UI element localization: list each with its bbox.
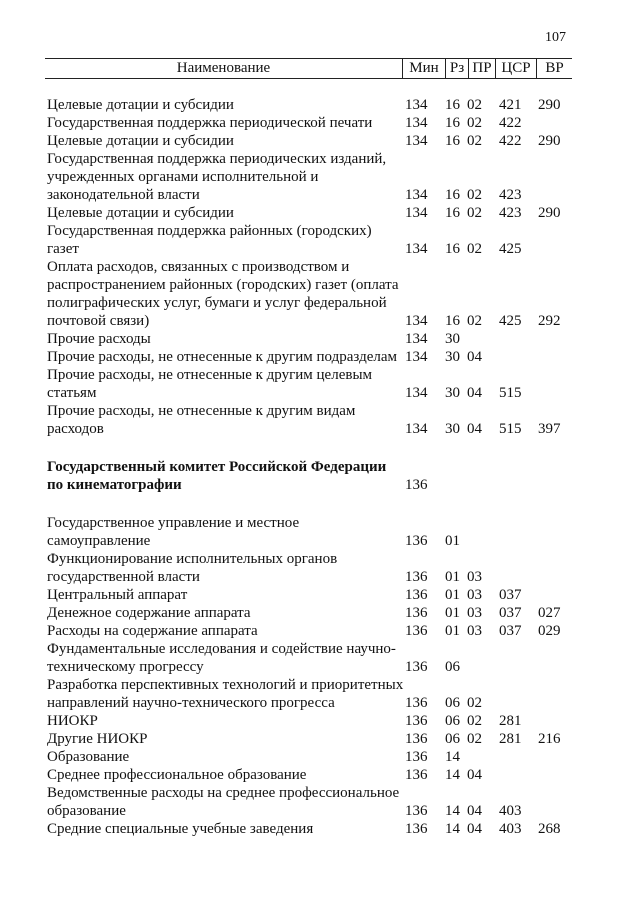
row-codes (47, 730, 587, 748)
code-csr: 425 (499, 313, 522, 329)
code-pr: 04 (467, 803, 482, 819)
row-codes (47, 186, 587, 204)
header-min: Мин (403, 59, 446, 78)
row-name: Фундаментальные исследования и содействие научно-техническому прогрессу (47, 641, 396, 675)
code-csr: 423 (499, 187, 522, 203)
code-csr: 515 (499, 421, 522, 437)
code-pr: 02 (467, 713, 482, 729)
section-heading: Государственный комитет Российской Федерации по кинематографии (47, 459, 387, 493)
code-rz: 06 (445, 713, 460, 729)
row-codes (47, 384, 587, 402)
code-min: 134 (405, 241, 428, 257)
code-min: 136 (405, 767, 428, 783)
code-rz: 14 (445, 749, 460, 765)
code-pr: 04 (467, 421, 482, 437)
code-rz: 14 (445, 767, 460, 783)
table-row (47, 150, 587, 204)
table-row (47, 132, 587, 150)
code-pr: 02 (467, 115, 482, 131)
table-row (47, 586, 587, 604)
row-name: Прочие расходы (47, 331, 151, 347)
code-csr: 037 (499, 587, 522, 603)
code-vr: 027 (538, 605, 561, 621)
row-name: Государственная поддержка периодических изданий, учрежденных органами исполнительной и законодательной власти (47, 151, 387, 203)
code-csr: 037 (499, 605, 522, 621)
code-vr: 216 (538, 731, 561, 747)
code-min: 134 (405, 133, 428, 149)
row-codes (47, 348, 587, 366)
code-rz: 01 (445, 569, 460, 585)
table-row (47, 402, 587, 438)
row-name: Государственная поддержка районных (городских) газет (47, 223, 372, 257)
table-row (47, 96, 587, 114)
row-name: Государственная поддержка периодической печати (47, 115, 373, 131)
code-pr: 02 (467, 313, 482, 329)
table-row (47, 622, 587, 640)
code-csr: 423 (499, 205, 522, 221)
code-min: 136 (405, 623, 428, 639)
row-name: Средние специальные учебные заведения (47, 821, 314, 837)
code-min: 136 (405, 713, 428, 729)
code-rz: 01 (445, 587, 460, 603)
code-min: 136 (405, 803, 428, 819)
code-rz: 16 (445, 241, 460, 257)
code-min: 136 (405, 821, 428, 837)
code-min: 134 (405, 331, 428, 347)
code-pr: 04 (467, 385, 482, 401)
row-codes (47, 96, 587, 114)
row-codes (47, 622, 587, 640)
code-rz: 16 (445, 313, 460, 329)
code-pr: 02 (467, 241, 482, 257)
code-rz: 30 (445, 349, 460, 365)
budget-table-body (47, 96, 587, 838)
code-csr: 422 (499, 115, 522, 131)
code-rz: 30 (445, 331, 460, 347)
code-pr: 02 (467, 187, 482, 203)
table-row (47, 640, 587, 676)
row-codes (47, 820, 587, 838)
row-name: Образование (47, 749, 130, 765)
row-name: НИОКР (47, 713, 98, 729)
table-row (47, 730, 587, 748)
row-name: Центральный аппарат (47, 587, 188, 603)
code-min: 134 (405, 115, 428, 131)
table-row (47, 222, 587, 258)
code-pr: 03 (467, 623, 482, 639)
code-pr: 04 (467, 821, 482, 837)
row-codes (47, 694, 587, 712)
row-name: Целевые дотации и субсидии (47, 205, 234, 221)
code-pr: 02 (467, 731, 482, 747)
row-codes (47, 748, 587, 766)
table-row (47, 676, 587, 712)
table-row (47, 604, 587, 622)
code-rz: 01 (445, 533, 460, 549)
code-csr: 281 (499, 731, 522, 747)
code-vr: 268 (538, 821, 561, 837)
row-codes (47, 240, 587, 258)
code-rz: 30 (445, 385, 460, 401)
row-codes (47, 604, 587, 622)
code-min: 134 (405, 385, 428, 401)
table-row (47, 366, 587, 402)
code-csr: 422 (499, 133, 522, 149)
table-row (47, 330, 587, 348)
code-min: 134 (405, 421, 428, 437)
code-min: 134 (405, 205, 428, 221)
table-row (47, 712, 587, 730)
code-csr: 281 (499, 713, 522, 729)
row-name: Другие НИОКР (47, 731, 148, 747)
table-row (47, 784, 587, 820)
row-name: Оплата расходов, связанных с производством и распространением районных (городских) газет (оплата полиграфических услуг, бумаги и услуг федеральной почтовой связи) (47, 259, 399, 329)
row-codes (47, 586, 587, 604)
row-codes (47, 114, 587, 132)
row-codes (47, 476, 587, 494)
code-vr: 292 (538, 313, 561, 329)
table-row (47, 820, 587, 838)
header-csr: ЦСР (496, 59, 537, 78)
code-min: 134 (405, 313, 428, 329)
code-min: 136 (405, 659, 428, 675)
row-codes (47, 532, 587, 550)
code-min: 134 (405, 187, 428, 203)
row-codes (47, 132, 587, 150)
row-codes (47, 766, 587, 784)
table-row (47, 550, 587, 586)
row-codes (47, 420, 587, 438)
code-vr: 029 (538, 623, 561, 639)
code-csr: 425 (499, 241, 522, 257)
table-row (47, 748, 587, 766)
code-pr: 02 (467, 97, 482, 113)
code-pr: 03 (467, 605, 482, 621)
row-codes (47, 658, 587, 676)
code-min: 136 (405, 695, 428, 711)
header-rz: Рз (446, 59, 469, 78)
code-min: 136 (405, 533, 428, 549)
code-rz: 16 (445, 205, 460, 221)
section-heading-row (47, 458, 587, 494)
row-name: Среднее профессиональное образование (47, 767, 307, 783)
code-min: 136 (405, 587, 428, 603)
header-vr: ВР (545, 60, 564, 76)
code-csr: 421 (499, 97, 522, 113)
row-codes (47, 568, 587, 586)
table-row (47, 114, 587, 132)
row-name: Прочие расходы, не отнесенные к другим подразделам (47, 349, 397, 365)
table-header (45, 58, 572, 79)
row-name: Целевые дотации и субсидии (47, 133, 234, 149)
code-rz: 16 (445, 97, 460, 113)
row-codes (47, 802, 587, 820)
code-pr: 04 (467, 767, 482, 783)
code-min: 136 (405, 731, 428, 747)
code-rz: 30 (445, 421, 460, 437)
code-rz: 14 (445, 803, 460, 819)
row-codes (47, 330, 587, 348)
code-min: 136 (405, 477, 428, 493)
code-csr: 403 (499, 821, 522, 837)
code-rz: 01 (445, 623, 460, 639)
code-vr: 290 (538, 133, 561, 149)
code-rz: 16 (445, 187, 460, 203)
code-vr: 397 (538, 421, 561, 437)
code-rz: 06 (445, 695, 460, 711)
row-name: Прочие расходы, не отнесенные к другим целевым статьям (47, 367, 373, 401)
code-pr: 02 (467, 695, 482, 711)
header-pr: ПР (469, 59, 496, 78)
code-pr: 03 (467, 569, 482, 585)
row-name: Денежное содержание аппарата (47, 605, 251, 621)
code-rz: 16 (445, 115, 460, 131)
row-name: Государственное управление и местное самоуправление (47, 515, 300, 549)
code-vr: 290 (538, 97, 561, 113)
row-codes (47, 204, 587, 222)
row-name: Расходы на содержание аппарата (47, 623, 258, 639)
code-pr: 02 (467, 133, 482, 149)
code-rz: 16 (445, 133, 460, 149)
header-name: Наименование (45, 59, 403, 78)
code-min: 136 (405, 749, 428, 765)
code-vr: 290 (538, 205, 561, 221)
row-name: Функционирование исполнительных органов государственной власти (47, 551, 338, 585)
code-min: 136 (405, 605, 428, 621)
code-pr: 02 (467, 205, 482, 221)
table-row (47, 204, 587, 222)
table-row (47, 348, 587, 366)
code-rz: 06 (445, 659, 460, 675)
row-name: Целевые дотации и субсидии (47, 97, 234, 113)
code-pr: 03 (467, 587, 482, 603)
code-min: 136 (405, 569, 428, 585)
table-row (47, 258, 587, 330)
code-pr: 04 (467, 349, 482, 365)
code-csr: 037 (499, 623, 522, 639)
code-rz: 06 (445, 731, 460, 747)
code-rz: 14 (445, 821, 460, 837)
row-name: Прочие расходы, не отнесенные к другим видам расходов (47, 403, 356, 437)
page-number: 107 (545, 30, 566, 45)
code-rz: 01 (445, 605, 460, 621)
row-codes (47, 712, 587, 730)
code-min: 134 (405, 349, 428, 365)
row-name: Ведомственные расходы на среднее профессиональное образование (47, 785, 400, 819)
code-min: 134 (405, 97, 428, 113)
code-csr: 403 (499, 803, 522, 819)
row-name: Разработка перспективных технологий и приоритетных направлений научно-технического прогресса (47, 677, 404, 711)
table-row (47, 514, 587, 550)
row-codes (47, 312, 587, 330)
code-csr: 515 (499, 385, 522, 401)
table-row (47, 766, 587, 784)
